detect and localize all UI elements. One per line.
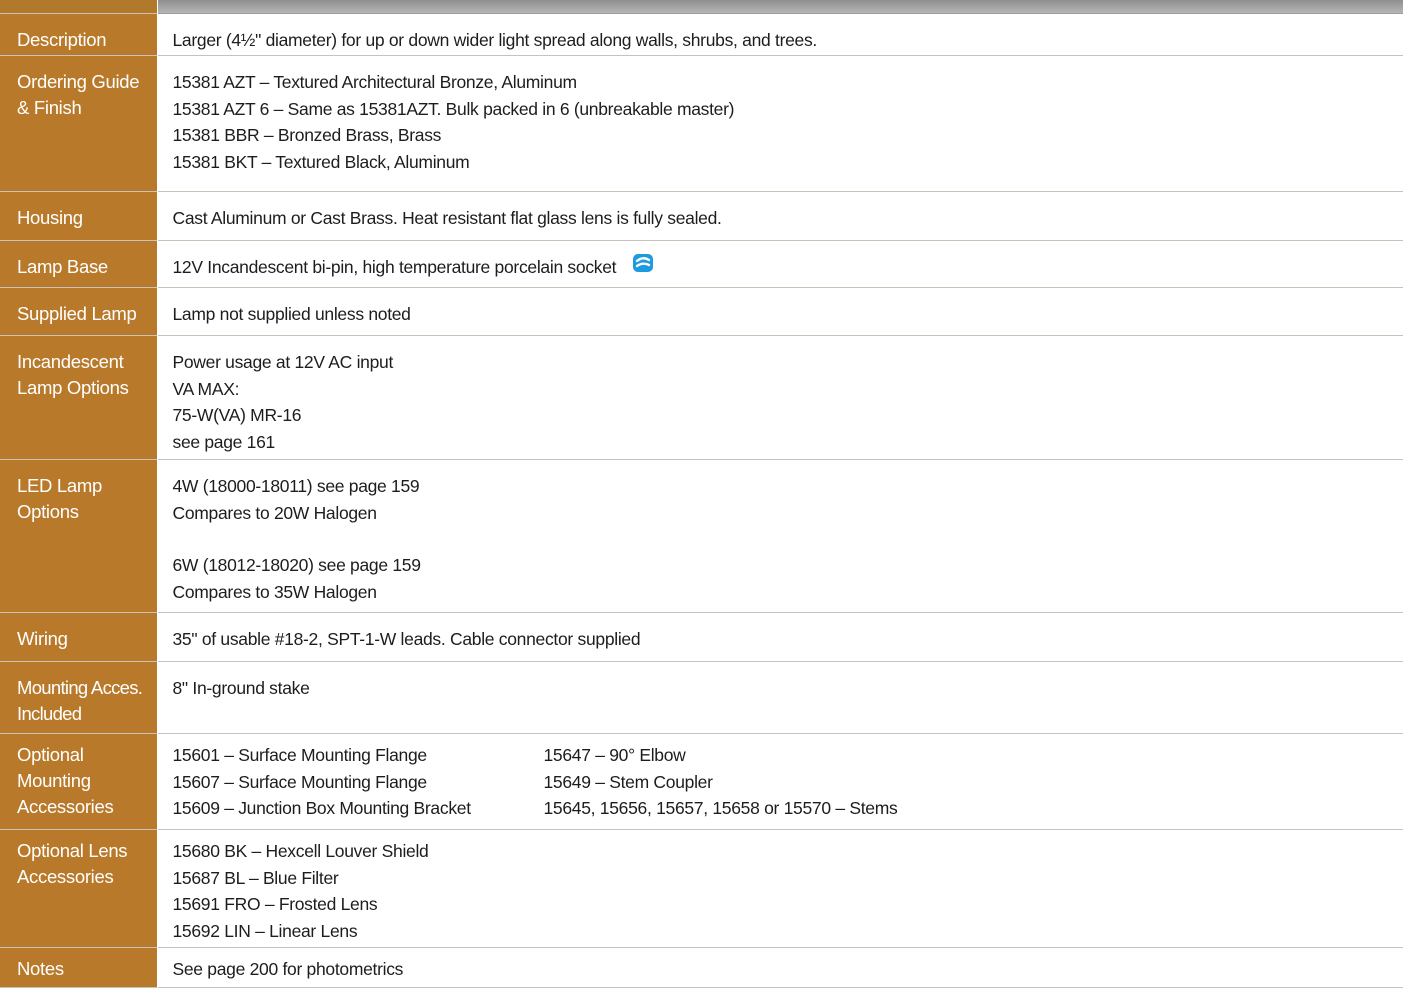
value-line: 8" In-ground stake <box>172 678 310 698</box>
value-description <box>157 14 1403 56</box>
value-line: 15687 BL – Blue Filter <box>172 867 339 888</box>
row-supplied-lamp <box>0 288 1403 336</box>
label-line: Lamp Base <box>17 256 108 277</box>
top-rule <box>0 0 1403 14</box>
label-line: Options <box>17 501 79 522</box>
value-line: 15692 LIN – Linear Lens <box>172 920 358 941</box>
value-line: 15381 BKT – Textured Black, Aluminum <box>172 151 470 172</box>
row-wiring <box>0 613 1403 662</box>
value-wiring <box>157 613 1403 662</box>
value-line: 15680 BK – Hexcell Louver Shield <box>172 841 429 861</box>
value-line: Cast Aluminum or Cast Brass. Heat resistant flat glass lens is fully sealed. <box>172 208 722 228</box>
label-lamp-base <box>0 241 157 288</box>
row-incandescent-lamp-options <box>0 336 1403 460</box>
value-line: 15647 – 90° Elbow <box>543 745 686 765</box>
value-optional-mounting <box>157 734 1403 830</box>
label-line: Notes <box>17 958 64 979</box>
label-led-lamp-options <box>0 460 157 613</box>
value-line: Larger (4½" diameter) for up or down wider light spread along walls, shrubs, and trees. <box>172 30 817 50</box>
value-line: 15381 AZT 6 – Same as 15381AZT. Bulk packed in 6 (unbreakable master) <box>172 98 735 119</box>
top-rule-left <box>0 0 157 14</box>
label-housing <box>0 192 157 241</box>
value-line: 35" of usable #18-2, SPT-1-W leads. Cable connector supplied <box>172 629 641 649</box>
value-line: 15609 – Junction Box Mounting Bracket <box>172 798 471 818</box>
label-supplied-lamp <box>0 288 157 336</box>
label-line: LED Lamp <box>17 475 103 496</box>
label-mounting-included <box>0 662 157 734</box>
label-line: Ordering Guide <box>17 71 140 92</box>
value-line: See page 200 for photometrics <box>172 959 404 979</box>
row-optional-lens <box>0 830 1403 948</box>
value-line: 15601 – Surface Mounting Flange <box>172 745 427 765</box>
accessory-columns <box>173 742 1396 822</box>
value-line: see page 161 <box>172 431 275 452</box>
value-supplied-lamp <box>157 288 1403 336</box>
bi-pin-lamp-icon <box>632 253 654 281</box>
label-line: Mounting <box>17 770 91 791</box>
label-line: Wiring <box>17 628 68 649</box>
value-lamp-base <box>157 241 1403 288</box>
value-line: 75-W(VA) MR-16 <box>172 405 302 425</box>
value-optional-lens <box>157 830 1403 948</box>
value-housing <box>157 192 1403 241</box>
spacer-line <box>173 526 1396 552</box>
row-mounting-included <box>0 662 1403 734</box>
accessory-column-right <box>544 742 898 822</box>
label-optional-lens <box>0 830 157 948</box>
label-wiring <box>0 613 157 662</box>
label-ordering-guide <box>0 56 157 192</box>
value-mounting-included <box>157 662 1403 734</box>
label-incandescent-lamp-options <box>0 336 157 460</box>
top-rule-right <box>157 0 1403 14</box>
value-line: Compares to 20W Halogen <box>172 502 377 523</box>
value-line: Compares to 35W Halogen <box>172 581 377 602</box>
label-line: Housing <box>17 207 83 228</box>
label-line: Accessories <box>17 866 114 887</box>
label-line: Optional <box>17 744 84 765</box>
row-optional-mounting <box>0 734 1403 830</box>
value-line: 15607 – Surface Mounting Flange <box>172 771 427 792</box>
value-line: 15381 AZT – Textured Architectural Bronze, Aluminum <box>172 72 577 92</box>
label-line: Optional Lens <box>17 840 128 861</box>
value-line: VA MAX: <box>172 378 240 399</box>
value-line: 15645, 15656, 15657, 15658 or 15570 – Stems <box>543 798 898 818</box>
value-incandescent-lamp-options <box>157 336 1403 460</box>
value-line: 15691 FRO – Frosted Lens <box>172 894 378 914</box>
value-line: Power usage at 12V AC input <box>172 352 394 372</box>
value-line: 6W (18012-18020) see page 159 <box>172 555 421 575</box>
label-description <box>0 14 157 56</box>
value-text: 12V Incandescent bi-pin, high temperature porcelain socket <box>172 257 617 277</box>
label-line: Lamp Options <box>17 377 129 398</box>
label-line: Included <box>17 703 82 724</box>
label-line: Mounting Acces. <box>17 677 143 698</box>
row-ordering-guide <box>0 56 1403 192</box>
value-line: 15649 – Stem Coupler <box>543 771 713 792</box>
value-line: Lamp not supplied unless noted <box>172 304 411 324</box>
label-line: & Finish <box>17 97 82 118</box>
row-description <box>0 14 1403 56</box>
value-line: 15381 BBR – Bronzed Brass, Brass <box>172 125 442 145</box>
label-line: Incandescent <box>17 351 124 372</box>
value-ordering-guide <box>157 56 1403 192</box>
label-line: Supplied Lamp <box>17 303 137 324</box>
value-line <box>173 254 1396 281</box>
value-line: 4W (18000-18011) see page 159 <box>172 476 420 496</box>
row-lamp-base <box>0 241 1403 288</box>
label-line: Accessories <box>17 796 114 817</box>
accessory-column-left <box>173 742 544 822</box>
row-led-lamp-options <box>0 460 1403 613</box>
row-housing <box>0 192 1403 241</box>
label-line: Description <box>17 29 107 50</box>
value-led-lamp-options <box>157 460 1403 613</box>
label-optional-mounting <box>0 734 157 830</box>
